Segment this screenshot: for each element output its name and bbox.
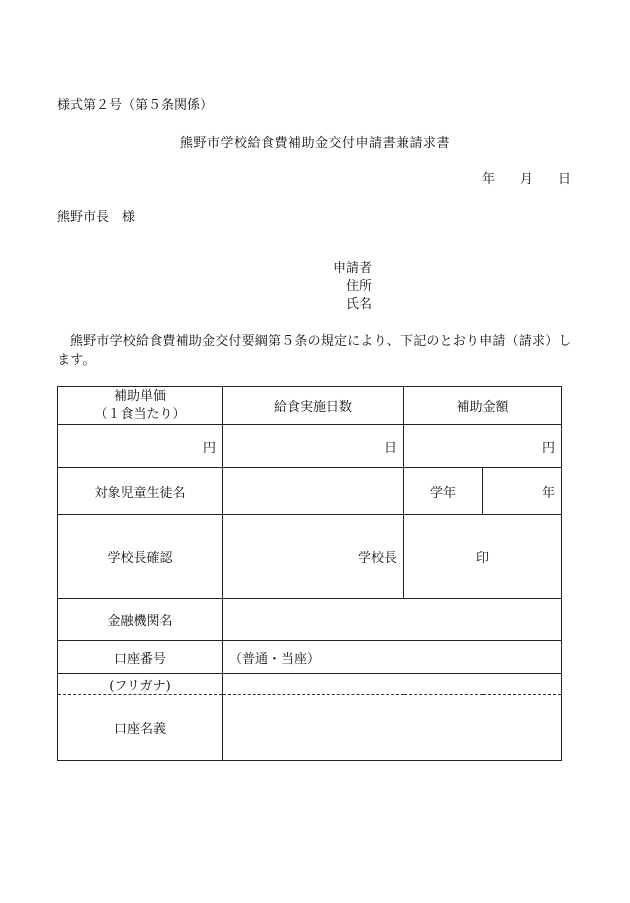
applicant-address-label: 住所 (346, 279, 373, 294)
account-holder-label: 口座名義 (58, 695, 223, 761)
target-row (58, 468, 562, 515)
furigana-row (58, 674, 562, 695)
seal-cell[interactable] (404, 515, 562, 599)
document-title: 熊野市学校給食費補助金交付申請書兼請求書 (179, 136, 450, 151)
principal-label: 学校長 (357, 551, 397, 566)
body-paragraph: 熊野市学校給食費補助金交付要綱第５条の規定により、下記のとおり申請（請求）します。 (57, 334, 572, 368)
furigana-cell[interactable] (223, 674, 562, 695)
unit-price-cell[interactable] (58, 425, 223, 468)
grade-unit: 年 (542, 485, 556, 501)
principal-cell[interactable] (223, 515, 404, 599)
applicant-label: 申請者 (333, 261, 373, 276)
date-month-label: 月 (520, 172, 534, 187)
amount-cell[interactable] (404, 425, 562, 468)
account-holder-row (58, 695, 562, 761)
application-table (57, 386, 562, 761)
addressee: 熊野市長 様 (57, 210, 136, 225)
furigana-label: (フリガナ) (58, 674, 223, 695)
principal-row (58, 515, 562, 599)
yen-unit-amount: 円 (542, 440, 556, 456)
amount-header: 補助金額 (404, 387, 562, 425)
date-day-label: 日 (558, 172, 572, 187)
days-cell[interactable] (223, 425, 404, 468)
unit-price-header-line2: （１食当たり） (94, 406, 186, 422)
bank-label: 金融機関名 (58, 599, 223, 641)
seal-label: 印 (476, 551, 490, 566)
account-number-cell[interactable] (223, 641, 562, 674)
date-line (482, 168, 571, 187)
days-header: 給食実施日数 (223, 387, 404, 425)
applicant-block (333, 260, 372, 314)
form-number-label: 様式第２号（第５条関係） (57, 98, 214, 113)
grade-label: 学年 (404, 468, 483, 515)
account-type: （普通・当座） (229, 651, 321, 667)
account-holder-cell[interactable] (223, 695, 562, 761)
account-number-row (58, 641, 562, 674)
account-number-label: 口座番号 (58, 641, 223, 674)
applicant-name-label: 氏名 (346, 297, 373, 312)
unit-price-header (58, 387, 223, 425)
bank-name-cell[interactable] (223, 599, 562, 641)
bank-row (58, 599, 562, 641)
target-label: 対象児童生徒名 (58, 468, 223, 515)
amount-row (58, 425, 562, 468)
target-name-cell[interactable] (223, 468, 404, 515)
day-unit: 日 (383, 440, 397, 456)
principal-confirm-label: 学校長確認 (58, 515, 223, 599)
unit-price-header-line1: 補助単価 (113, 388, 166, 404)
yen-unit: 円 (202, 440, 216, 456)
table-header-row (58, 387, 562, 425)
grade-cell[interactable] (483, 468, 562, 515)
date-year-label: 年 (482, 172, 496, 187)
